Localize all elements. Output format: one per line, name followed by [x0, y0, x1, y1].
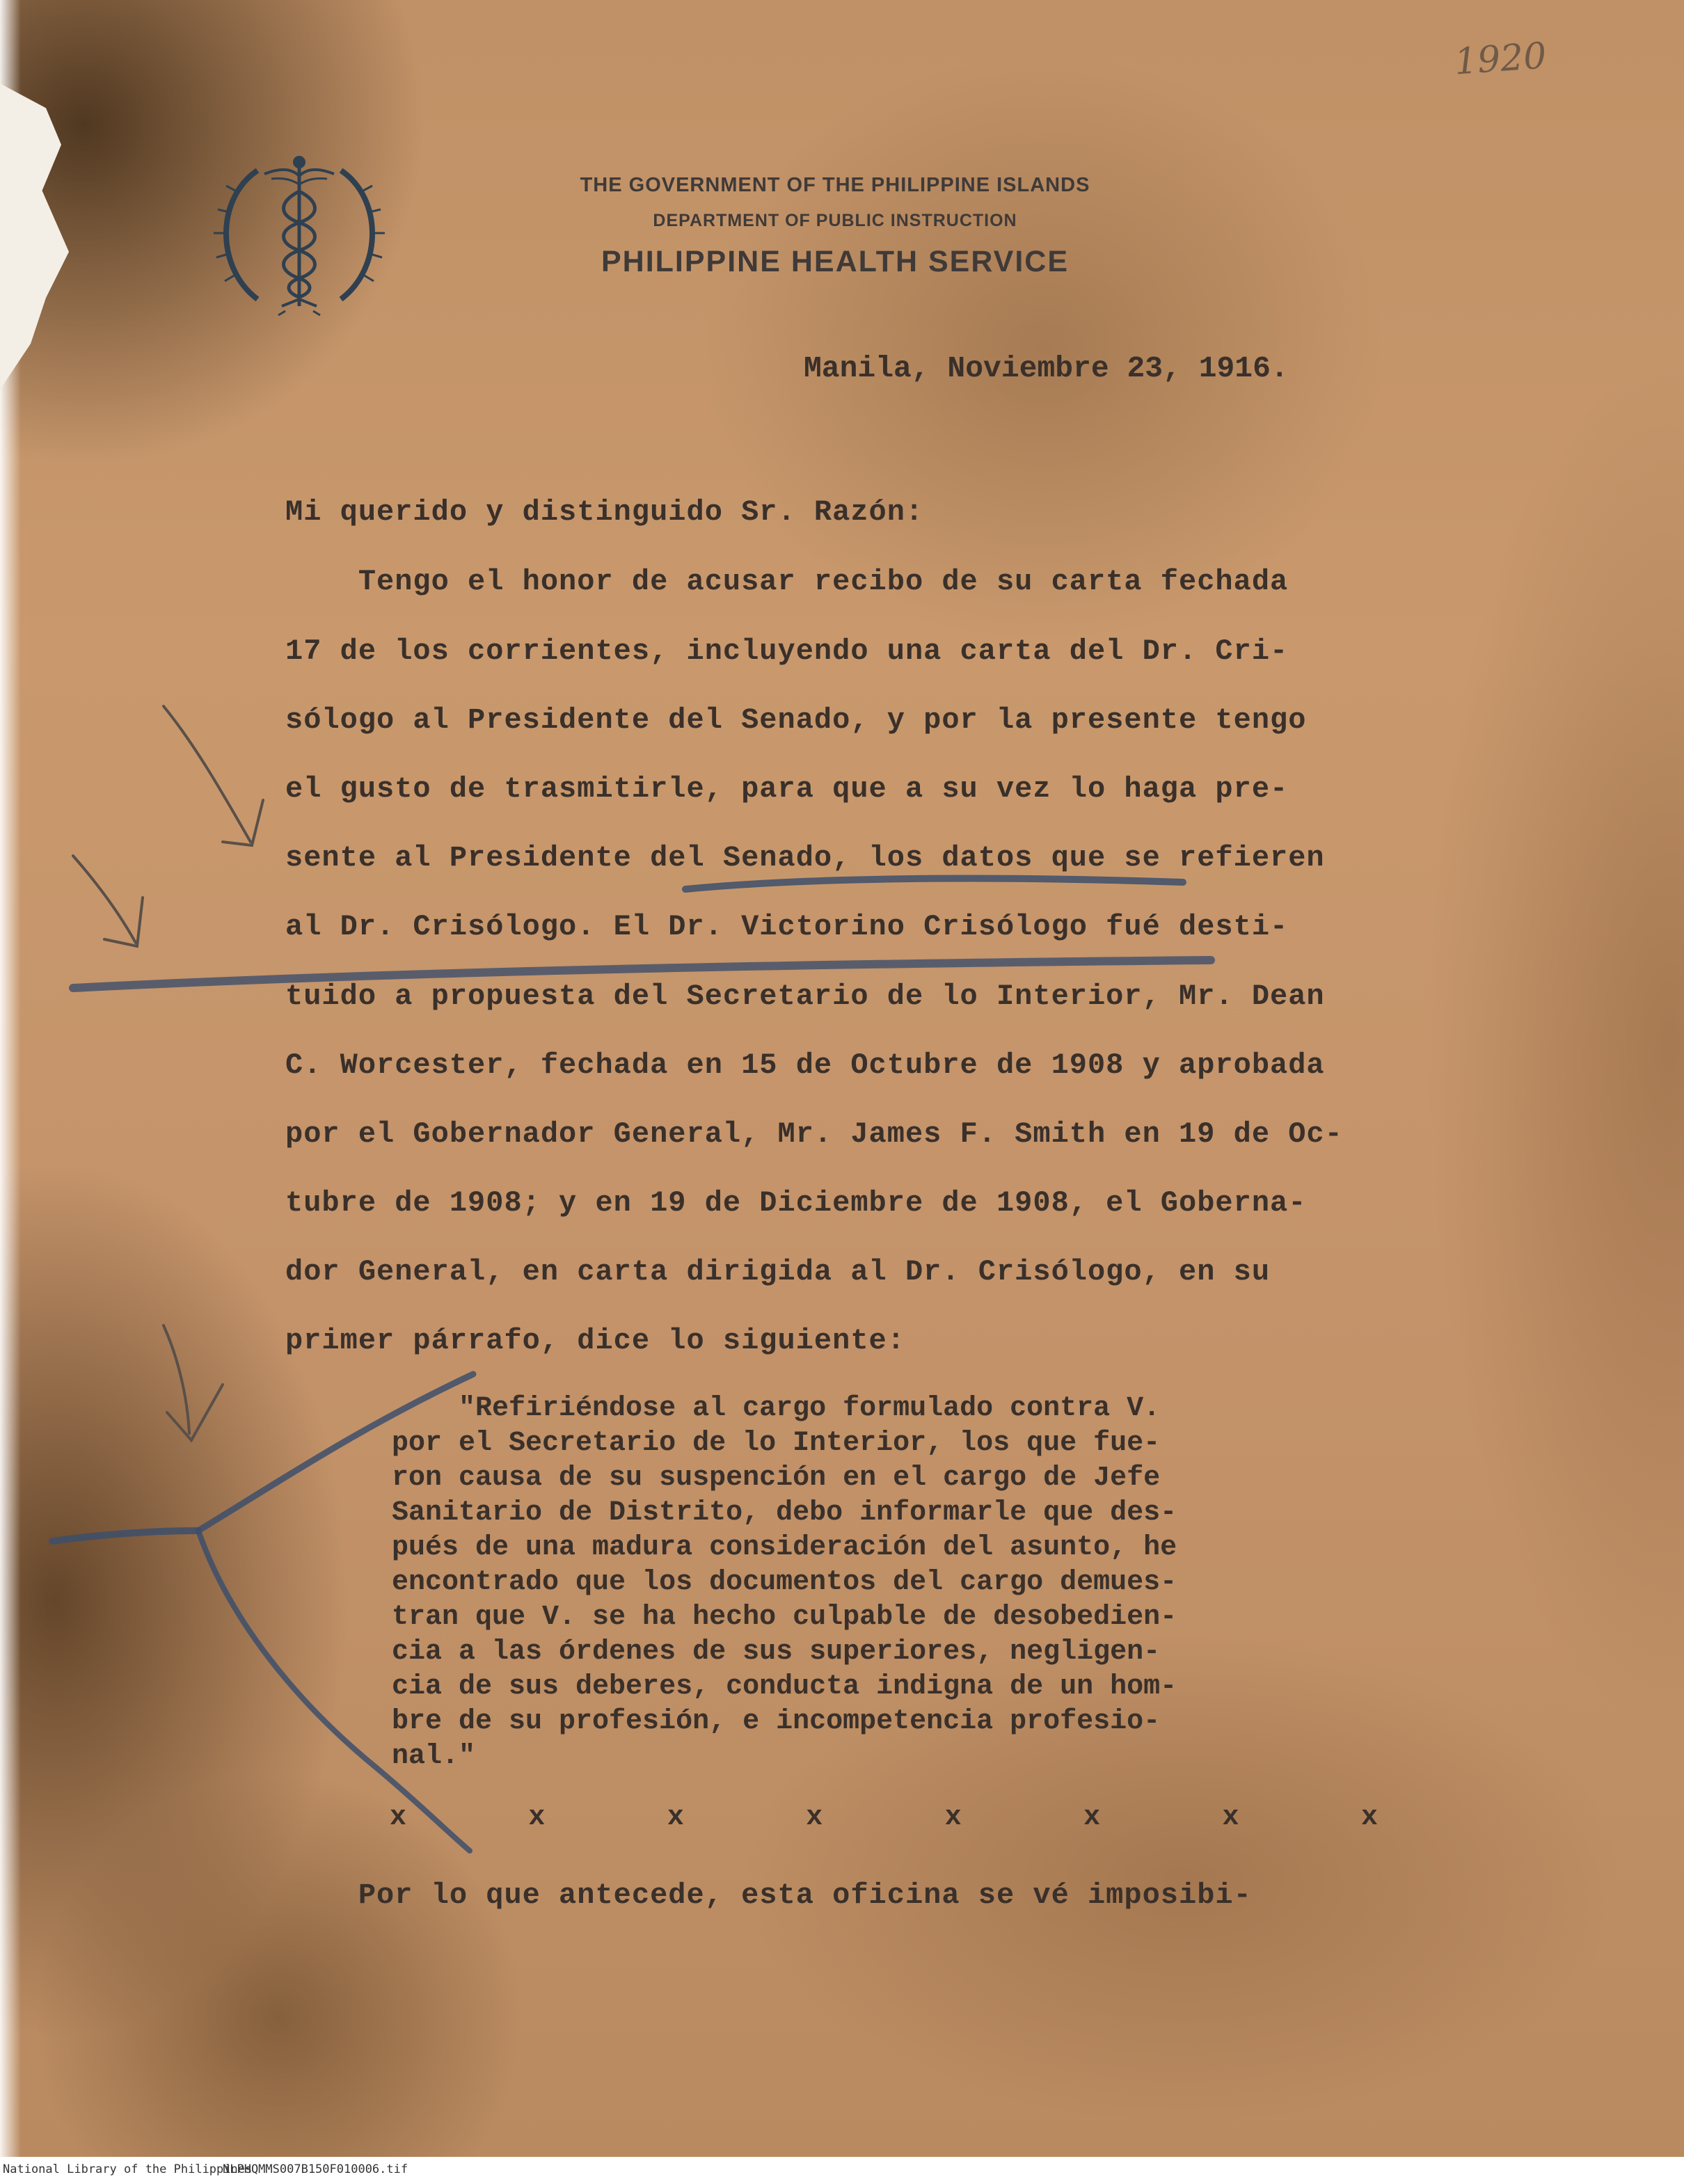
pencil-arrow-3-head — [167, 1385, 223, 1440]
torn-corner — [0, 83, 77, 390]
body-line: C. Worcester, fechada en 15 de Octubre de 1908 y aprobada — [285, 1049, 1325, 1082]
salutation: Mi querido y distinguido Sr. Razón: — [285, 495, 924, 529]
body-line: sólogo al Presidente del Senado, y por la presente tengo — [285, 703, 1307, 737]
quote-line: cia a las órdenes de sus superiores, negligen- — [392, 1636, 1161, 1668]
footer-source: National Library of the Philippines — [3, 2162, 253, 2176]
body-line: tuido a propuesta del Secretario de lo Interior, Mr. Dean — [285, 980, 1325, 1013]
body-line: sente al Presidente del Senado, los datos que se refieren — [285, 841, 1325, 875]
body-line: tubre de 1908; y en 19 de Diciembre de 1908, el Goberna- — [285, 1186, 1307, 1220]
ellipsis-row — [390, 1802, 1378, 1833]
body-line: al Dr. Crisólogo. El Dr. Victorino Crisólogo fué desti- — [285, 910, 1289, 943]
letterhead-service: PHILIPPINE HEALTH SERVICE — [601, 245, 1069, 278]
pencil-arrow-1 — [164, 706, 251, 842]
quote-line: Sanitario de Distrito, debo informarle que des- — [392, 1497, 1177, 1529]
archive-footer — [0, 2157, 1684, 2184]
ellipsis-mark: x — [667, 1802, 684, 1833]
quote-line: encontrado que los documentos del cargo demues- — [392, 1567, 1177, 1598]
letterhead-government: THE GOVERNMENT OF THE PHILIPPINE ISLANDS — [580, 174, 1090, 196]
body-line: primer párrafo, dice lo siguiente: — [285, 1324, 905, 1357]
letterhead-department: DEPARTMENT OF PUBLIC INSTRUCTION — [653, 211, 1017, 230]
quote-line: tran que V. se ha hecho culpable de desobedien- — [392, 1602, 1177, 1633]
pencil-arrow-1-head — [223, 800, 263, 845]
ellipsis-mark: x — [1083, 1802, 1101, 1833]
body-line: el gusto de trasmitirle, para que a su vez lo haga pre- — [285, 772, 1289, 806]
body-line: Tengo el honor de acusar recibo de su carta fechada — [285, 565, 1289, 598]
letter-date: Manila, Noviembre 23, 1916. — [804, 351, 1289, 385]
quote-line: "Refiriéndose al cargo formulado contra V. — [392, 1393, 1161, 1424]
quote-line: pués de una madura consideración del asunto, he — [392, 1532, 1177, 1563]
quote-line: cia de sus deberes, conducta indigna de un hom- — [392, 1671, 1177, 1703]
pencil-arrow-3 — [164, 1325, 189, 1433]
ellipsis-mark: x — [390, 1802, 407, 1833]
ellipsis-mark: x — [528, 1802, 546, 1833]
pencil-arrow-2-head — [104, 898, 143, 946]
quote-line: nal." — [392, 1741, 476, 1772]
caduceus-emblem-icon — [209, 150, 390, 324]
footer-filename: NLPHQMMS007B150F010006.tif — [223, 2162, 408, 2176]
pencil-arrow-2 — [73, 856, 136, 943]
closing-line: Por lo que antecede, esta oficina se vé imposibi- — [285, 1879, 1252, 1912]
quote-line: bre de su profesión, e incompetencia profesio- — [392, 1706, 1161, 1737]
body-line: 17 de los corrientes, incluyendo una carta del Dr. Cri- — [285, 635, 1289, 668]
ellipsis-mark: x — [944, 1802, 962, 1833]
quote-line: por el Secretario de lo Interior, los que fue- — [392, 1428, 1161, 1459]
body-line: dor General, en carta dirigida al Dr. Crisólogo, en su — [285, 1255, 1271, 1289]
blue-bracket-stem — [52, 1531, 198, 1541]
ellipsis-mark: x — [1360, 1802, 1378, 1833]
ellipsis-mark: x — [806, 1802, 823, 1833]
ellipsis-mark: x — [1222, 1802, 1239, 1833]
quote-line: ron causa de su suspención en el cargo de Jefe — [392, 1462, 1161, 1494]
blue-underline-1 — [685, 879, 1183, 889]
body-line: por el Gobernador General, Mr. James F. Smith en 19 de Oc- — [285, 1117, 1343, 1151]
margin-note: 1920 — [1453, 35, 1548, 83]
